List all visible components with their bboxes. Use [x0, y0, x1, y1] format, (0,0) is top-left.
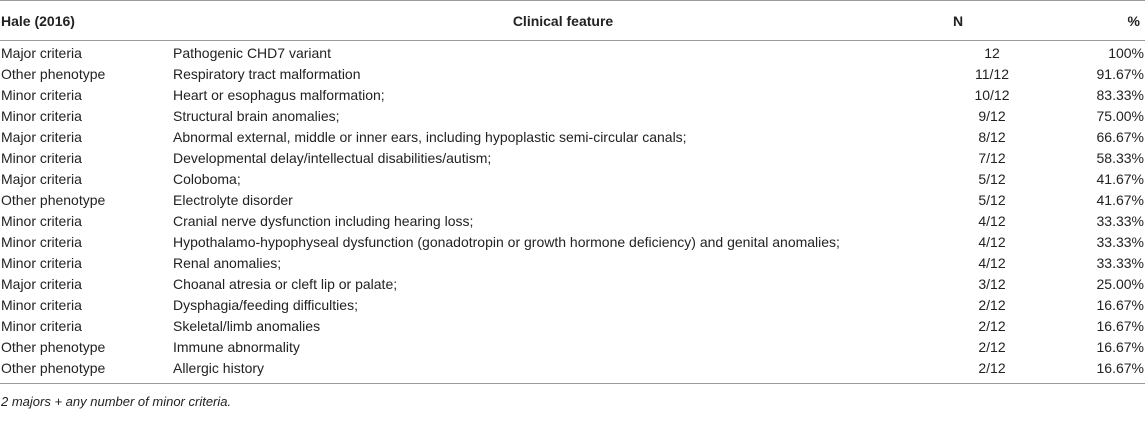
cell-n-value: 2/12 — [978, 360, 1006, 376]
cell-n — [953, 148, 1022, 169]
cell-n — [953, 106, 1022, 127]
cell-n — [953, 232, 1022, 253]
header-n: N — [953, 1, 1022, 41]
table-row — [0, 211, 1145, 232]
cell-percent: 25.00% — [1096, 276, 1144, 292]
header-hale-2016: Hale (2016) — [0, 1, 173, 41]
table-row — [0, 253, 1145, 274]
cell-n-value: 5/12 — [978, 192, 1006, 208]
cell-n-value: 2/12 — [978, 297, 1006, 313]
cell-n-value: 2/12 — [978, 339, 1006, 355]
cell-percent: 41.67% — [1096, 192, 1144, 208]
cell-criteria-category: Major criteria — [1, 129, 82, 145]
cell-clinical-feature: Coloboma; — [173, 171, 241, 187]
cell-clinical-feature: Renal anomalies; — [173, 255, 282, 271]
cell-n-value: 3/12 — [978, 276, 1006, 292]
table-row — [0, 190, 1145, 211]
cell-percent: 100% — [1108, 45, 1144, 61]
header-clinical-feature: Clinical feature — [173, 1, 953, 41]
cell-criteria-category: Minor criteria — [1, 234, 82, 250]
cell-n — [953, 211, 1022, 232]
table-header — [0, 1, 1145, 41]
cell-n-value: 4/12 — [978, 255, 1006, 271]
cell-criteria-category: Major criteria — [1, 171, 82, 187]
table-row — [0, 127, 1145, 148]
cell-n-value: 7/12 — [978, 150, 1006, 166]
cell-clinical-feature: Developmental delay/intellectual disabilities/autism; — [173, 150, 492, 166]
cell-n — [953, 253, 1022, 274]
table-footnote: 2 majors + any number of minor criteria. — [1, 394, 232, 409]
cell-percent: 16.67% — [1096, 297, 1144, 313]
cell-n-value: 11/12 — [975, 66, 1009, 82]
cell-clinical-feature: Pathogenic CHD7 variant — [173, 45, 331, 61]
cell-n — [953, 169, 1022, 190]
cell-n — [953, 41, 1022, 65]
table-body — [0, 41, 1145, 384]
cell-percent: 91.67% — [1096, 66, 1144, 82]
cell-percent: 33.33% — [1096, 255, 1144, 271]
cell-percent: 16.67% — [1096, 318, 1144, 334]
cell-n-value: 8/12 — [978, 129, 1006, 145]
cell-clinical-feature: Respiratory tract malformation — [173, 66, 361, 82]
cell-criteria-category: Minor criteria — [1, 87, 82, 103]
cell-percent: 33.33% — [1096, 213, 1144, 229]
cell-clinical-feature: Skeletal/limb anomalies — [173, 318, 321, 334]
table-row — [0, 337, 1145, 358]
cell-n-value: 5/12 — [978, 171, 1006, 187]
cell-clinical-feature: Dysphagia/feeding difficulties; — [173, 297, 358, 313]
cell-criteria-category: Other phenotype — [1, 66, 106, 82]
cell-n — [953, 316, 1022, 337]
cell-percent: 83.33% — [1096, 87, 1144, 103]
cell-n — [953, 85, 1022, 106]
table-row — [0, 169, 1145, 190]
cell-percent: 41.67% — [1096, 171, 1144, 187]
cell-criteria-category: Minor criteria — [1, 297, 82, 313]
cell-criteria-category: Minor criteria — [1, 318, 82, 334]
cell-clinical-feature: Electrolyte disorder — [173, 192, 293, 208]
table-row — [0, 106, 1145, 127]
cell-n — [953, 64, 1022, 85]
header-row — [0, 1, 1145, 41]
table-row — [0, 64, 1145, 85]
cell-criteria-category: Major criteria — [1, 276, 82, 292]
table-row — [0, 274, 1145, 295]
table-row — [0, 41, 1145, 65]
cell-criteria-category: Other phenotype — [1, 339, 106, 355]
cell-clinical-feature: Cranial nerve dysfunction including hearing loss; — [173, 213, 474, 229]
cell-percent: 66.67% — [1096, 129, 1144, 145]
cell-n — [953, 127, 1022, 148]
cell-n-value: 4/12 — [978, 213, 1006, 229]
cell-n — [953, 295, 1022, 316]
cell-criteria-category: Major criteria — [1, 45, 82, 61]
cell-criteria-category: Minor criteria — [1, 150, 82, 166]
cell-n-value: 9/12 — [978, 108, 1006, 124]
cell-n-value: 4/12 — [978, 234, 1006, 250]
cell-clinical-feature: Immune abnormality — [173, 339, 300, 355]
table-row — [0, 295, 1145, 316]
cell-n — [953, 358, 1022, 384]
cell-percent: 16.67% — [1096, 339, 1144, 355]
header-percent: % — [1022, 1, 1145, 41]
cell-criteria-category: Minor criteria — [1, 108, 82, 124]
cell-n — [953, 190, 1022, 211]
cell-n-value: 12 — [984, 45, 1000, 61]
cell-clinical-feature: Heart or esophagus malformation; — [173, 87, 385, 103]
table-row — [0, 358, 1145, 384]
table-row — [0, 85, 1145, 106]
table-row — [0, 316, 1145, 337]
cell-clinical-feature: Hypothalamo-hypophyseal dysfunction (gonadotropin or growth hormone deficiency) and genital anomalies; — [173, 234, 840, 250]
cell-n — [953, 274, 1022, 295]
cell-criteria-category: Other phenotype — [1, 192, 106, 208]
cell-clinical-feature: Abnormal external, middle or inner ears, including hypoplastic semi-circular canals; — [173, 129, 687, 145]
cell-n — [953, 337, 1022, 358]
cell-criteria-category: Minor criteria — [1, 213, 82, 229]
cell-criteria-category: Other phenotype — [0, 358, 173, 384]
cell-criteria-category: Minor criteria — [1, 255, 82, 271]
table-row — [0, 232, 1145, 253]
table-row — [0, 148, 1145, 169]
cell-clinical-feature: Choanal atresia or cleft lip or palate; — [173, 276, 398, 292]
cell-n-value: 10/12 — [974, 87, 1010, 103]
cell-percent: 33.33% — [1096, 234, 1144, 250]
cell-percent: 16.67% — [1022, 358, 1145, 384]
cell-percent: 75.00% — [1096, 108, 1144, 124]
cell-clinical-feature: Allergic history — [173, 358, 953, 384]
cell-percent: 58.33% — [1096, 150, 1144, 166]
cell-n-value: 2/12 — [978, 318, 1006, 334]
cell-clinical-feature: Structural brain anomalies; — [173, 108, 340, 124]
